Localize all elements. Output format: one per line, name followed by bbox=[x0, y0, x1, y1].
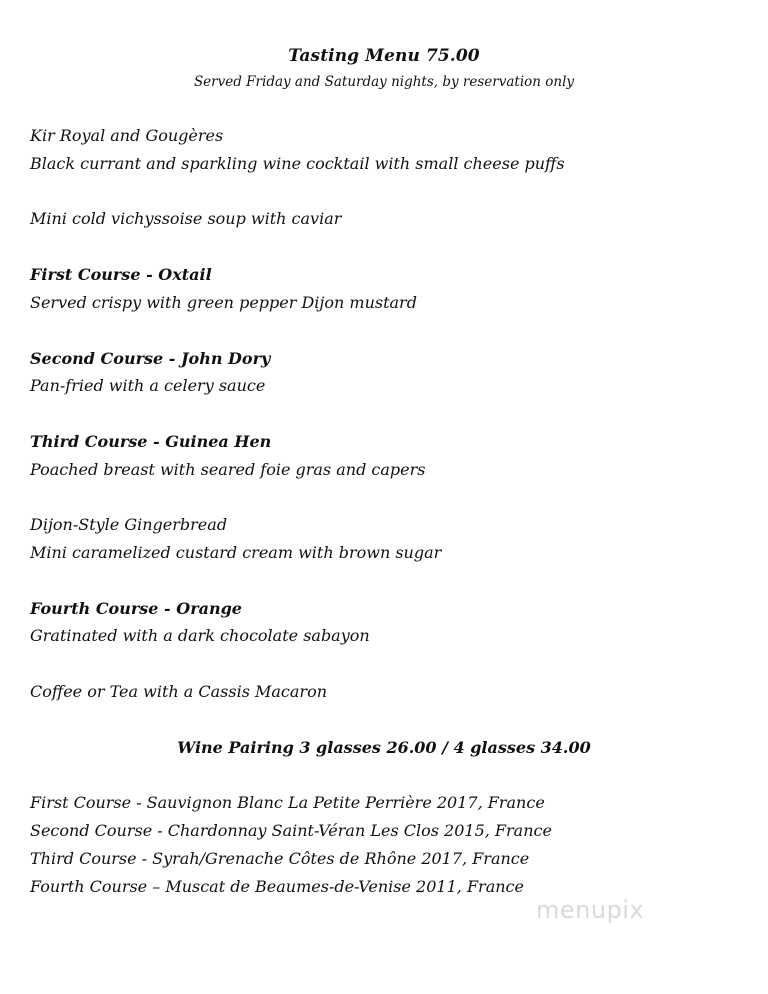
course-description: Poached breast with seared foie gras and capers bbox=[30, 460, 426, 479]
course-title: Mini cold vichyssoise soup with caviar bbox=[30, 209, 342, 228]
course-description: Served crispy with green pepper Dijon mustard bbox=[30, 293, 417, 312]
menu-title: Tasting Menu 75.00 bbox=[288, 46, 480, 66]
menu-subtitle: Served Friday and Saturday nights, by reservation only bbox=[193, 74, 575, 90]
wine-item: Fourth Course – Muscat de Beaumes-de-Venise 2011, France bbox=[30, 877, 524, 896]
course-description: Mini caramelized custard cream with brown sugar bbox=[30, 543, 442, 562]
course-title: Third Course - Guinea Hen bbox=[30, 432, 272, 451]
wine-item: Third Course - Syrah/Grenache Côtes de Rhône 2017, France bbox=[30, 849, 530, 868]
course-title: Kir Royal and Gougères bbox=[30, 126, 224, 145]
wine-item: First Course - Sauvignon Blanc La Petite Perrière 2017, France bbox=[30, 793, 545, 812]
wine-pairing-heading: Wine Pairing 3 glasses 26.00 / 4 glasses 34.00 bbox=[177, 738, 591, 757]
watermark-logo: menupix bbox=[536, 896, 645, 924]
course-title: Dijon-Style Gingerbread bbox=[30, 515, 228, 534]
course-description: Pan-fried with a celery sauce bbox=[30, 376, 266, 395]
course-description: Black currant and sparkling wine cocktail with small cheese puffs bbox=[30, 154, 565, 173]
course-title: Fourth Course - Orange bbox=[30, 599, 242, 618]
wine-item: Second Course - Chardonnay Saint-Véran Les Clos 2015, France bbox=[30, 821, 552, 840]
course-description: Gratinated with a dark chocolate sabayon bbox=[30, 626, 370, 645]
course-title: Coffee or Tea with a Cassis Macaron bbox=[30, 682, 328, 701]
course-title: First Course - Oxtail bbox=[30, 265, 212, 284]
course-title: Second Course - John Dory bbox=[30, 349, 271, 368]
